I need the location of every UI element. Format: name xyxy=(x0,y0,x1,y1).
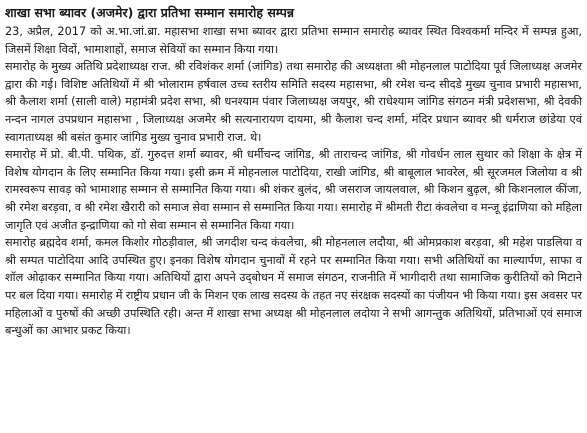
article-paragraph-guests: समारोह के मुख्य अतिथि प्रदेशाध्यक्ष राज. श्री रविशंकर शर्मा (जांगिड) तथा समारोह की अध्यक्षता श्री मोहनलाल पाटोदिया पूर्व जिलाध्यक्ष अजमेर द्वारा की गई। विशिष्ट अतिथियों में श्री भोलाराम हर्षवाल उच्च स्तरीय समिति सदस्य महासभा, श्री रमेश चन्द सीदडे मुख्य चुनाव प्रभारी महासभा, श्री कैलाश शर्मा (साली वाले) महामंत्री प्रदेश सभा, श्री धनश्याम पंवार जिलाध्यक्ष जयपुर, श्री राधेश्याम जांगिड संगठन मंत्री प्रदेशसभा, श्री देवकी नन्दन नागल उपप्रधान महासभा , जिलाध्यक्ष अजमेर श्री सत्यनारायण दायमा, श्री कैलाश चन्द शर्मा, मंदिर प्रधान ब्यावर श्री धर्मराज छांडेया एवं स्वागताध्यक्ष श्री बसंत कुमार जांगिड मुख्य चुनाव प्रभारी राज. थे। xyxy=(5,60,582,144)
article-headline: शाखा सभा ब्यावर (अजमेर) द्वारा प्रतिभा सम्मान समारोह सम्पन्न xyxy=(5,5,294,20)
article-paragraph-intro: 23, अप्रैल, 2017 को अ.भा.जां.ब्रा. महासभा शाखा सभा ब्यावर द्वारा प्रतिभा सम्मान समारोह ब्यावर स्थित विश्वकर्मा मन्दिर में सम्पन्न हुआ, जिसमें शिक्षा विदों, भामाशाहों, समाज सेवियों का सम्मान किया गया। xyxy=(5,25,582,56)
article-paragraph-honorees: समारोह में प्रो. बी.पी. पथिक, डॉ. गुरुदत्त शर्मा ब्यावर, श्री धर्मीचन्द जांगिड, श्री ताराचन्द जांगिड, श्री गोवर्धन लाल सुथार को शिक्षा के क्षेत्र में विशेष योगदान के लिए सम्मानित किया गया। इसी क्रम में मोहनलाल पाटोदिया, राखी जांगिड, श्री बाबूलाल भावरेल, श्री सूरजमल जिलोया व श्री रामस्वरूप सावड़ को भामाशाह सम्मान से सम्मानित किया गया। श्री शंकर बुलंद, श्री जसराज जायलवाल, श्री किशन बुढ़ल, श्री किशनलाल कींजा, श्री रमेश बरड़वा, व श्री रमेश खैरारी को समाज सेवा सम्मान से सम्मानित किया गया। समारोह में श्रीमती रीटा कंवलेचा व मन्जू इंद्राणिया को महिला जागृति एवं अजीत इन्द्राणिया को गो सेवा सम्मान से सम्मानित किया गया। xyxy=(5,148,582,232)
article-paragraph-closing: समारोह ब्रह्मदेव शर्मा, कमल किशोर गोठड़ीवाल, श्री जगदीश चन्द कंवलेचा, श्री मोहनलाल लदौया, श्री ओमप्रकाश बरड़वा, श्री महेश पाडलिया व श्री सम्पत पाटोदिया आदि उपस्थित हुए। इनका विशेष योगदान चुनावों में रहने पर सम्मानित किया गया। सभी अतिथियों का माल्यार्पण, साफा व शॉल ओढ़ाकर सम्मानित किया गया। अतिथियों द्वारा अपने उद्‌बोधन में समाज संगठन, राजनीति में भागीदारी तथा सामाजिक कुरीतियों को मिटाने पर बल दिया गया। समारोह में राष्ट्रीय प्रधान जी के मिशन एक लाख सदस्य के तहत नए संरक्षक सदस्यों का पंजीयन भी किया गया। इस अवसर पर महिलाओं व पुरुषों की अच्छी उपस्थिति रही। अन्त में शाखा सभा अध्यक्ष श्री मोहनलाल लदोया ने सभी आगन्तुक अतिथियों, प्रतिभाओं एवं समाज बन्धुओं का आभार प्रकट किया। xyxy=(5,236,582,338)
